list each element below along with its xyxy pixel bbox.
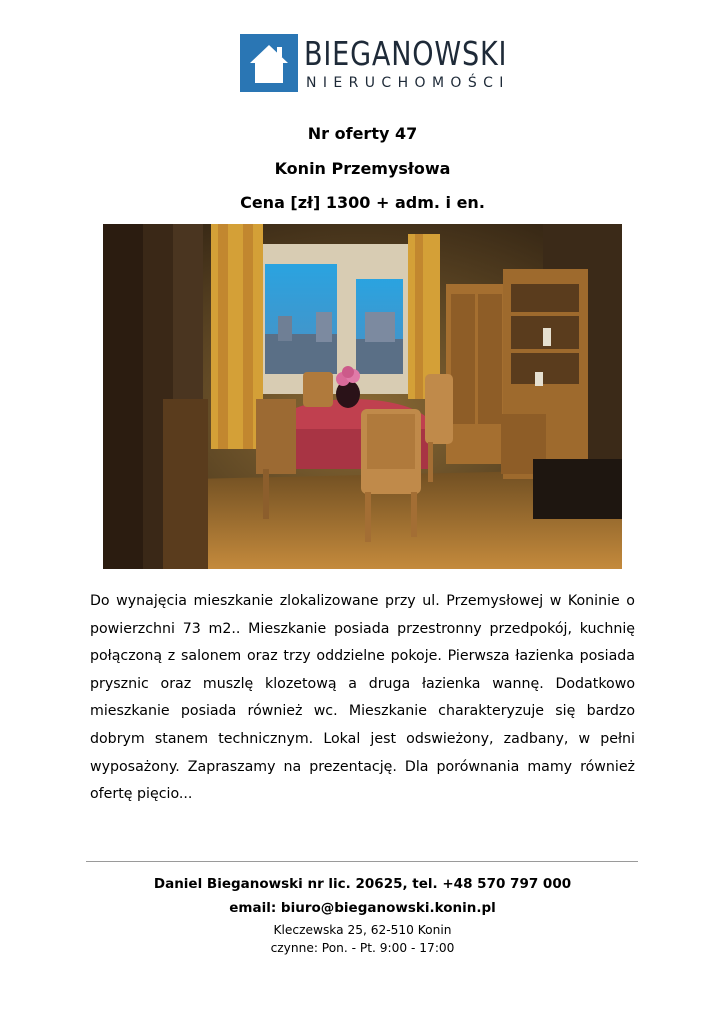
offer-number: Nr oferty 47 [307,124,418,143]
footer-divider [86,861,638,862]
footer-address: Kleczewska 25, 62-510 Konin [273,923,452,937]
logo-subtitle: NIERUCHOMOŚCI [306,75,510,91]
apartment-photo [103,224,622,569]
offer-price: Cena [zł] 1300 + adm. i en. [240,193,485,212]
company-logo [240,34,510,94]
footer-hours: czynne: Pon. - Pt. 9:00 - 17:00 [270,941,455,955]
logo-name: BIEGANOWSKI [304,34,508,73]
footer-email[interactable]: email: biuro@bieganowski.konin.pl [229,900,496,916]
offer-description: Do wynajęcia mieszkanie zlokalizowane przy ul. Przemysłowej w Koninie o powierzchni 73 m2.. Mieszkanie posiada przestronny przedpokój, kuchnię połączoną z salonem oraz trzy oddzielne pokoje. Pierwsza łazienka posiada prysznic oraz muszlę klozetową a druga łazienka wannę. Dodatkowo mieszkanie posiada również wc. Mieszkanie charakteryzuje się bardzo dobrym stanem technicznym. Lokal jest odswieżony, zadbany, w pełni wyposażony. Zapraszamy na prezentację. Dla porównania mamy również ofertę pięcio... [90,593,635,803]
house-icon [240,34,298,92]
footer-contact: Daniel Bieganowski nr lic. 20625, tel. +48 570 797 000 [153,876,572,892]
offer-location: Konin Przemysłowa [274,159,451,178]
